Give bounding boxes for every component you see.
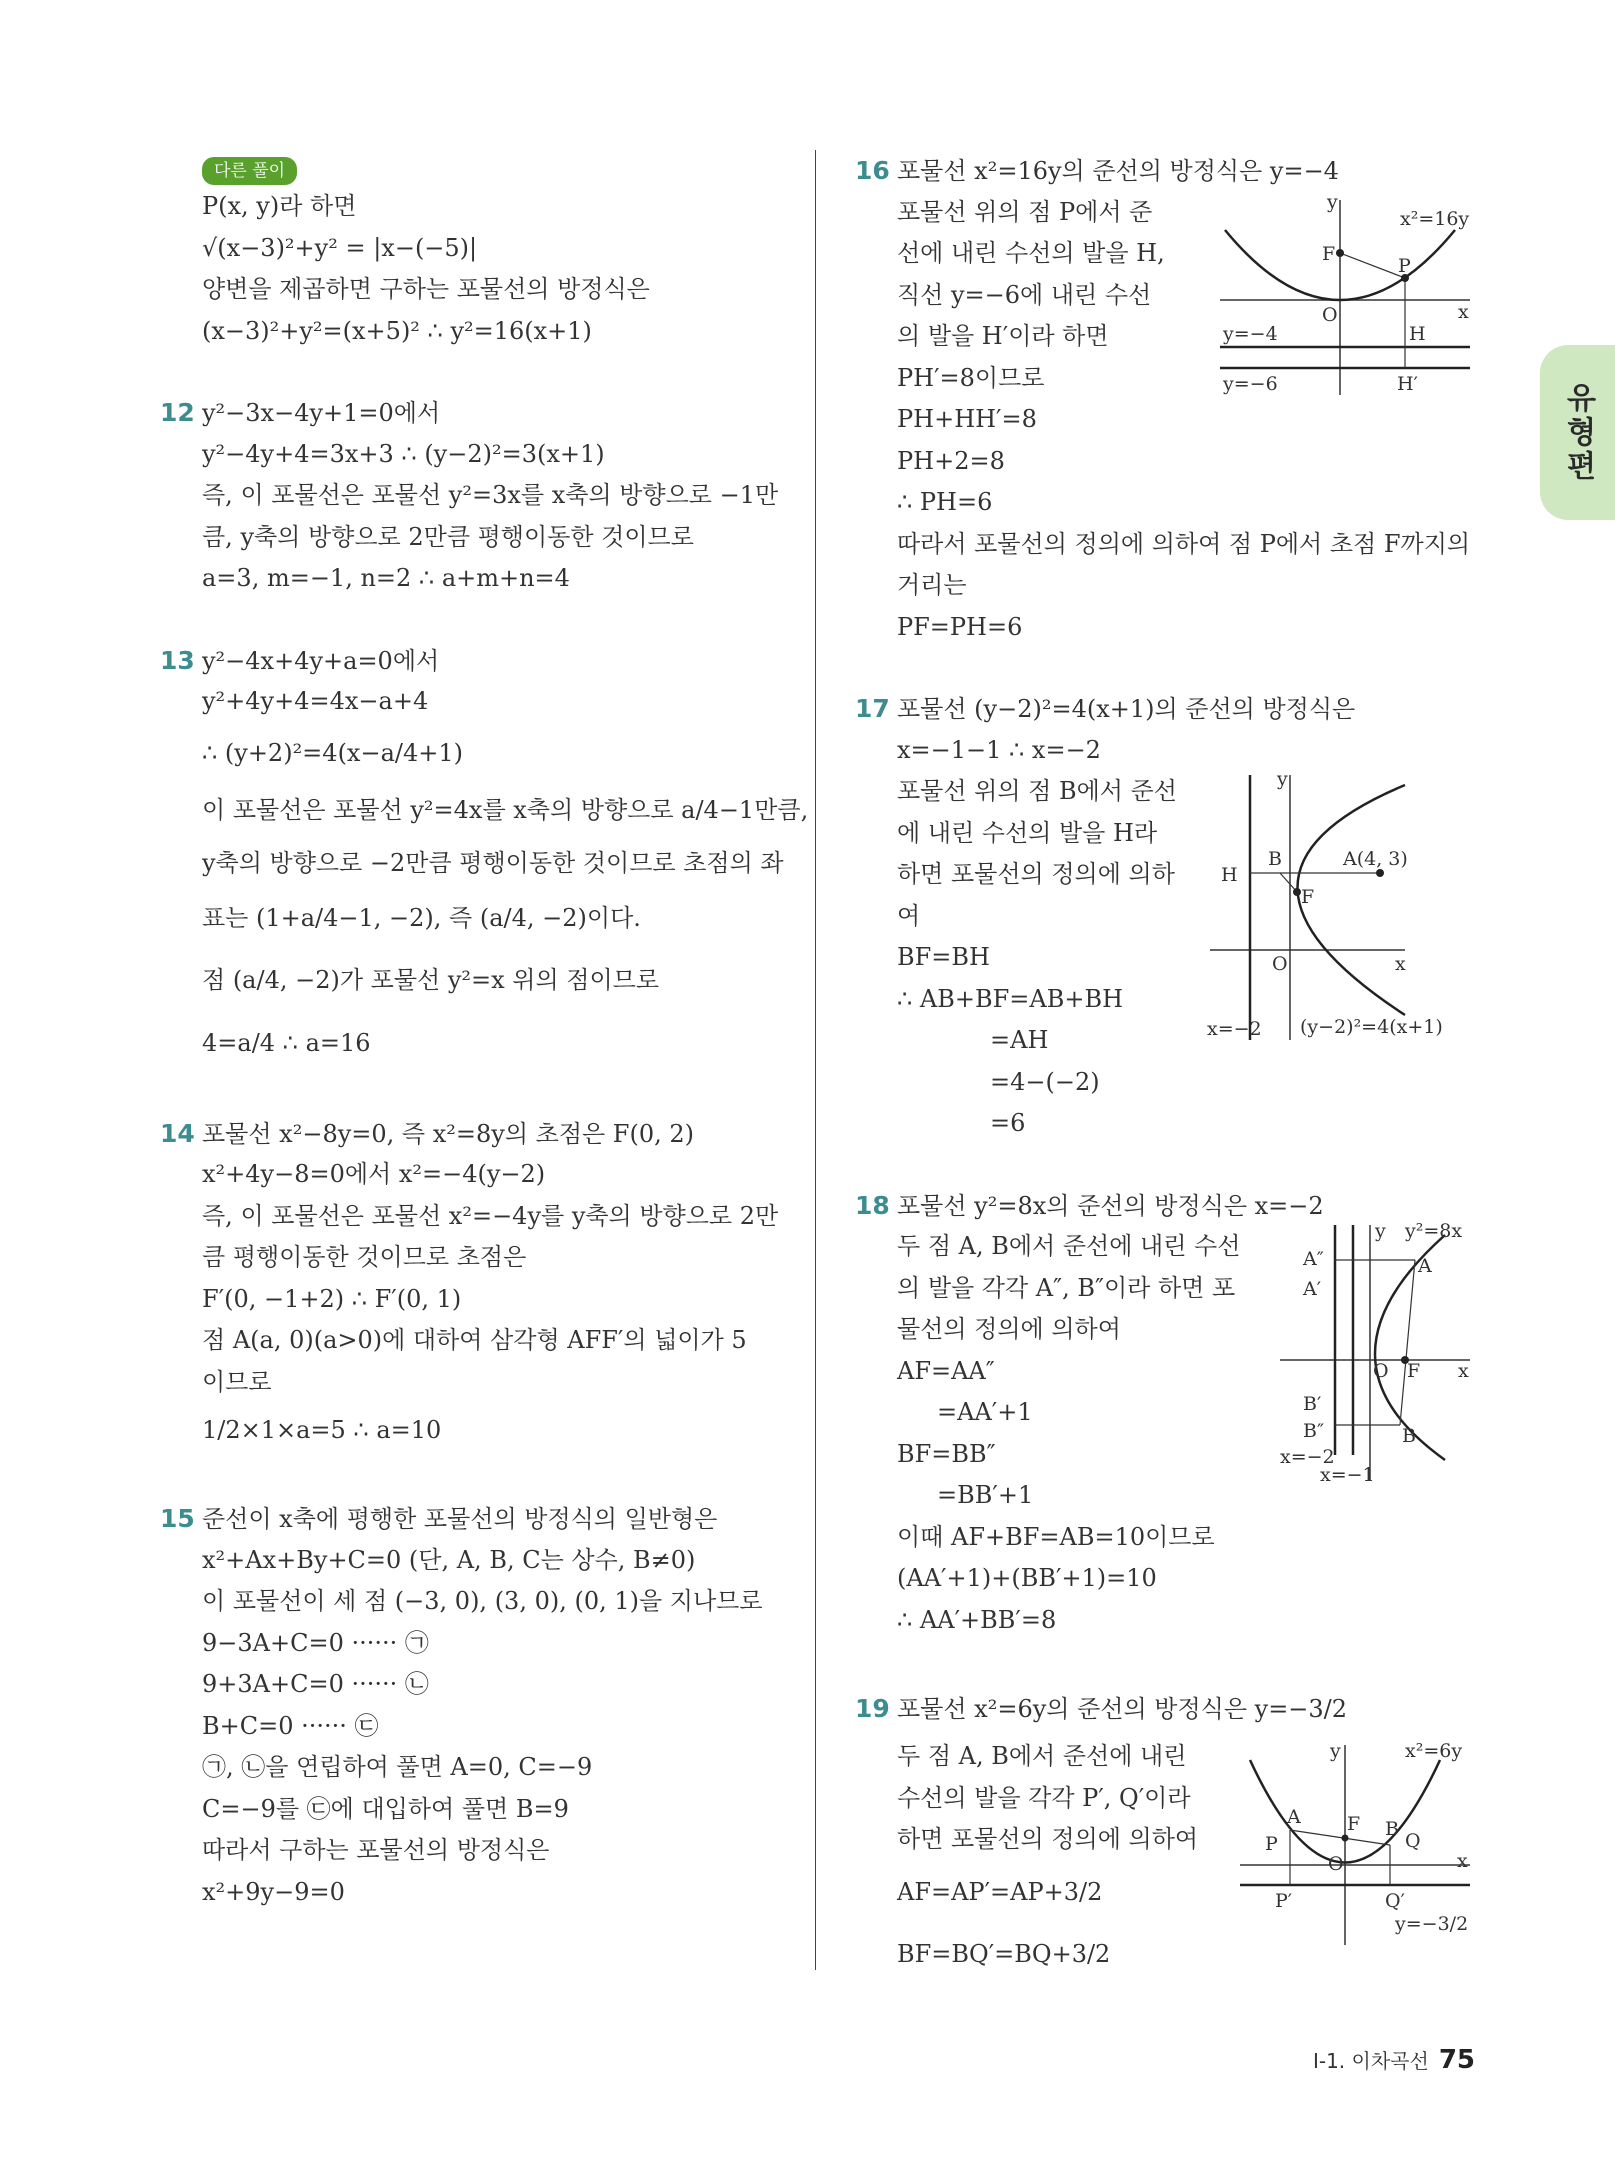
text-line: C=−9를 ㉢에 대입하여 풀면 B=9 — [202, 1794, 569, 1823]
label-a-prime: A′ — [1303, 1278, 1322, 1300]
text-line: 물선의 정의에 의하여 — [897, 1315, 1121, 1343]
text-line: (x−3)²+y²=(x+5)² ∴ y²=16(x+1) — [202, 316, 592, 345]
text-line: 포물선 (y−2)²=4(x+1)의 준선의 방정식은 — [897, 695, 1356, 723]
label-p: P — [1265, 1833, 1278, 1855]
text-line: P(x, y)라 하면 — [202, 192, 357, 220]
text-line: 직선 y=−6에 내린 수선 — [897, 280, 1152, 309]
text-line: 이므로 — [202, 1367, 272, 1396]
text-line: =BB′+1 — [937, 1481, 1034, 1509]
label-line-1: x=−2 — [1280, 1446, 1335, 1468]
label-line-1: y=−4 — [1223, 323, 1278, 345]
label-a: A — [1418, 1255, 1432, 1277]
label-h: H — [1221, 864, 1238, 886]
label-h: H — [1409, 323, 1426, 345]
label-line: x=−2 — [1207, 1018, 1262, 1040]
label-x: x — [1458, 301, 1469, 323]
text-line: 여 — [897, 901, 921, 930]
text-line: ∴ AA′+BB′=8 — [897, 1605, 1057, 1634]
problem-number: 14 — [160, 1118, 195, 1148]
label-x: x — [1457, 1850, 1468, 1872]
problem-14 — [160, 1113, 780, 1459]
text-line: y²−3x−4y+1=0에서 — [202, 399, 441, 427]
label-b-double-prime: B″ — [1303, 1420, 1325, 1442]
text-line: 즉, 이 포물선은 포물선 x²=−4y를 y축의 방향으로 2만 — [202, 1201, 779, 1230]
left-column — [160, 150, 809, 1913]
problem-15 — [160, 1498, 780, 1913]
label-q: Q — [1405, 1830, 1421, 1852]
text-line: 9−3A+C=0 ······ ㉠ — [202, 1628, 429, 1657]
text-line: B+C=0 ······ ㉢ — [202, 1711, 379, 1740]
text-line: AF=AP′=AP+3/2 — [897, 1877, 1103, 1906]
text-line: 1/2×1×a=5 ∴ a=10 — [202, 1416, 442, 1444]
label-o: O — [1373, 1360, 1389, 1382]
label-h-prime: H′ — [1397, 373, 1418, 395]
label-p: P — [1398, 255, 1411, 277]
text-line: PF=PH=6 — [897, 612, 1023, 641]
text-line: √(x−3)²+y² = |x−(−5)| — [202, 233, 478, 262]
label-a: A(4, 3) — [1343, 848, 1408, 870]
text-line: 포물선 위의 점 B에서 준선 — [897, 777, 1177, 805]
alt-solution-badge: 다른 풀이 — [202, 157, 297, 185]
label-p-prime: P′ — [1275, 1890, 1293, 1912]
label-o: O — [1322, 304, 1338, 326]
problem-number: 13 — [160, 645, 195, 675]
text-line: x²+4y−8=0에서 x²=−4(y−2) — [202, 1160, 546, 1188]
text-line: 에 내린 수선의 발을 H라 — [897, 818, 1158, 847]
text-line: 점 A(a, 0)(a>0)에 대하여 삼각형 AFF′의 넓이가 5 — [202, 1326, 747, 1354]
label-q-prime: Q′ — [1385, 1890, 1405, 1912]
text-line: x²+Ax+By+C=0 (단, A, B, C는 상수, B≠0) — [202, 1545, 696, 1574]
point-f — [1342, 1835, 1349, 1842]
page-footer — [1313, 2045, 1475, 2075]
label-a: A — [1287, 1806, 1301, 1828]
text-line: y²−4y+4=3x+3 ∴ (y−2)²=3(x+1) — [202, 439, 605, 468]
point-a — [1376, 869, 1384, 877]
text-line: =6 — [990, 1109, 1026, 1137]
section-tab — [1540, 345, 1615, 520]
label-b-prime: B′ — [1303, 1393, 1322, 1415]
label-x: x — [1395, 953, 1406, 975]
problem-13 — [160, 640, 809, 1073]
problem-number: 16 — [855, 156, 890, 185]
text-line: ∴ (y+2)²=4(x−a/4+1) — [202, 738, 463, 767]
text-line: x²+9y−9=0 — [202, 1877, 345, 1906]
text-line: 선에 내린 수선의 발을 H, — [897, 239, 1165, 267]
text-line: 이때 AF+BF=AB=10이므로 — [897, 1522, 1215, 1551]
label-o: O — [1272, 953, 1288, 975]
column-divider — [815, 150, 816, 1970]
segment-pf — [1340, 253, 1405, 278]
text-line: 표는 (1+a/4−1, −2), 즉 (a/4, −2)이다. — [202, 903, 641, 932]
text-line: 9+3A+C=0 ······ ㉡ — [202, 1670, 429, 1698]
text-line: 따라서 포물선의 정의에 의하여 점 P에서 초점 F까지의 — [897, 529, 1471, 558]
alt-solution — [160, 150, 780, 352]
text-line: PH+2=8 — [897, 446, 1005, 475]
text-line: y축의 방향으로 −2만큼 평행이동한 것이므로 초점의 좌 — [202, 848, 784, 877]
text-line: =AA′+1 — [937, 1398, 1033, 1426]
label-b: B — [1402, 1425, 1416, 1447]
text-line: ∴ PH=6 — [897, 488, 993, 516]
text-line: 수선의 발을 각각 P′, Q′이라 — [897, 1783, 1191, 1812]
text-line: PH′=8이므로 — [897, 363, 1045, 392]
figure-16 — [1215, 190, 1475, 400]
text-line: y²+4y+4=4x−a+4 — [202, 687, 429, 715]
label-b: B — [1385, 1818, 1399, 1840]
label-f: F — [1407, 1360, 1421, 1382]
text-line: 두 점 A, B에서 준선에 내린 — [897, 1742, 1187, 1770]
label-y: y — [1277, 768, 1288, 790]
problem-number: 18 — [855, 1190, 890, 1220]
label-curve: y²=8x — [1405, 1220, 1463, 1242]
figure-19 — [1235, 1735, 1475, 1950]
text-line: 포물선 y²=8x의 준선의 방정식은 x=−2 — [897, 1191, 1324, 1220]
label-o: O — [1328, 1853, 1344, 1875]
text-line: 포물선 위의 점 P에서 준 — [897, 197, 1153, 226]
text-line: 두 점 A, B에서 준선에 내린 수선 — [897, 1232, 1241, 1260]
label-f: F — [1322, 243, 1336, 265]
problem-number: 15 — [160, 1504, 195, 1533]
text-line: 의 발을 각각 A″, B″이라 하면 포 — [897, 1273, 1236, 1302]
text-line: 즉, 이 포물선은 포물선 y²=3x를 x축의 방향으로 −1만 — [202, 481, 779, 509]
point-f — [1293, 888, 1301, 896]
text-line: PH+HH′=8 — [897, 405, 1037, 433]
point-f — [1336, 249, 1344, 257]
text-line: a=3, m=−1, n=2 ∴ a+m+n=4 — [202, 564, 570, 592]
text-line: 양변을 제곱하면 구하는 포물선의 방정식은 — [202, 275, 650, 303]
figure-17 — [1205, 765, 1475, 1045]
right-column — [855, 150, 1475, 1985]
segment-ab — [1400, 1260, 1415, 1425]
label-line-2: x=−1 — [1320, 1464, 1375, 1485]
text-line: BF=BQ′=BQ+3/2 — [897, 1939, 1111, 1968]
problem-12 — [160, 392, 780, 600]
label-curve: x²=6y — [1405, 1740, 1463, 1762]
text-line: 거리는 — [897, 571, 967, 599]
text-line: y²−4x+4y+a=0에서 — [202, 646, 440, 675]
chapter-label: Ⅰ-1. 이차곡선 — [1312, 2049, 1429, 2073]
text-line: F′(0, −1+2) ∴ F′(0, 1) — [202, 1284, 462, 1313]
section-tab-label: 유형편 — [1560, 381, 1596, 484]
text-line: 이 포물선이 세 점 (−3, 0), (3, 0), (0, 1)을 지나므로 — [202, 1587, 763, 1615]
text-line: 포물선 x²−8y=0, 즉 x²=8y의 초점은 F(0, 2) — [202, 1119, 694, 1148]
text-line: ∴ AB+BF=AB+BH — [897, 984, 1124, 1013]
label-line-2: y=−6 — [1223, 373, 1278, 395]
text-line: 큼, y축의 방향으로 2만큼 평행이동한 것이므로 — [202, 522, 694, 551]
label-b: B — [1268, 848, 1282, 870]
text-line: ㉠, ㉡을 연립하여 풀면 A=0, C=−9 — [202, 1753, 593, 1781]
text-line: 하면 포물선의 정의에 의하 — [897, 860, 1175, 888]
text-line: =AH — [990, 1026, 1049, 1054]
text-line: 의 발을 H′이라 하면 — [897, 322, 1109, 350]
text-line: 따라서 구하는 포물선의 방정식은 — [202, 1836, 550, 1864]
problem-number: 17 — [855, 694, 890, 723]
label-curve: x²=16y — [1400, 208, 1470, 230]
text-line: 큼 평행이동한 것이므로 초점은 — [202, 1243, 527, 1271]
text-line: x=−1−1 ∴ x=−2 — [897, 735, 1101, 764]
text-line: (AA′+1)+(BB′+1)=10 — [897, 1564, 1157, 1592]
page-number: 75 — [1438, 2045, 1475, 2075]
text-line: 이 포물선은 포물선 y²=4x를 x축의 방향으로 a/4−1만큼, — [202, 795, 809, 824]
label-x: x — [1458, 1360, 1469, 1382]
text-line: =4−(−2) — [990, 1067, 1100, 1096]
text-line: 점 (a/4, −2)가 포물선 y²=x 위의 점이므로 — [202, 965, 660, 994]
label-f: F — [1301, 886, 1315, 908]
text-line: 포물선 x²=16y의 준선의 방정식은 y=−4 — [897, 157, 1339, 185]
problem-number: 19 — [855, 1694, 890, 1723]
label-y: y — [1330, 1740, 1341, 1762]
text-line: 준선이 x축에 평행한 포물선의 방정식의 일반형은 — [202, 1505, 718, 1533]
text-line: BF=BB″ — [897, 1439, 996, 1468]
label-y: y — [1327, 191, 1338, 213]
label-f: F — [1347, 1813, 1361, 1835]
label-curve: (y−2)²=4(x+1) — [1300, 1016, 1443, 1038]
text-line: AF=AA″ — [897, 1356, 995, 1385]
text-line: 하면 포물선의 정의에 의하여 — [897, 1825, 1199, 1853]
problem-number: 12 — [160, 398, 195, 427]
label-line: y=−3/2 — [1395, 1913, 1469, 1935]
label-a-double-prime: A″ — [1303, 1248, 1324, 1270]
text-line: 포물선 x²=6y의 준선의 방정식은 y=−3/2 — [897, 1695, 1348, 1723]
figure-18 — [1275, 1215, 1475, 1485]
text-line: BF=BH — [897, 943, 990, 971]
label-y: y — [1375, 1220, 1386, 1242]
text-line: 4=a/4 ∴ a=16 — [202, 1028, 371, 1057]
